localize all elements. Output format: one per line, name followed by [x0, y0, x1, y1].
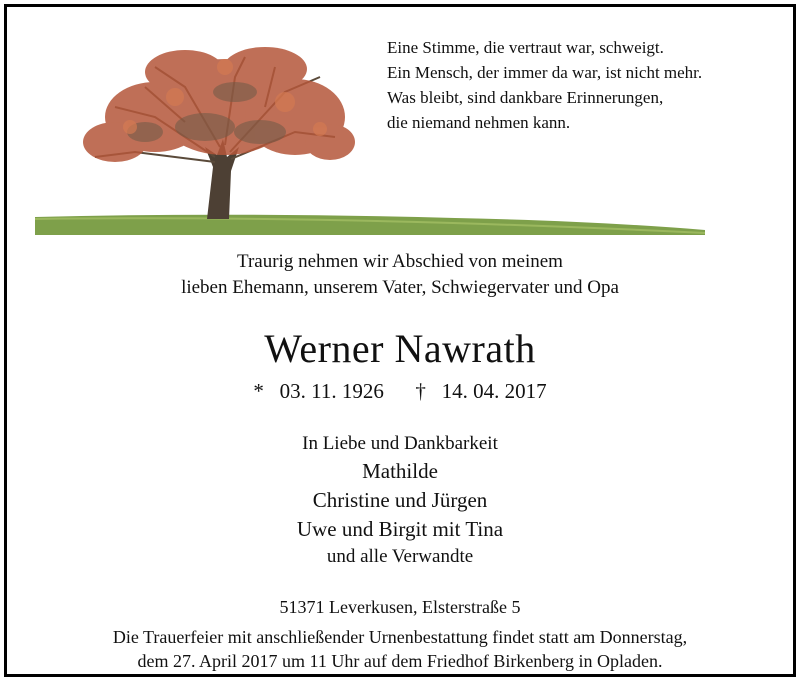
- poem-line: die niemand nehmen kann.: [387, 113, 571, 132]
- death-symbol: †: [415, 379, 426, 403]
- poem-line: Was bleibt, sind dankbare Erinnerungen,: [387, 88, 664, 107]
- family-signature: [7, 431, 793, 570]
- family-closing: und alle Verwandte: [326, 546, 474, 567]
- birth-symbol: *: [253, 379, 264, 403]
- poem-line: Ein Mensch, der immer da war, ist nicht mehr.: [387, 63, 703, 82]
- intro-text: [7, 249, 793, 301]
- intro-line: Traurig nehmen wir Abschied von meinem: [237, 251, 563, 272]
- obituary-notice: [4, 4, 796, 677]
- deceased-name: Werner Nawrath: [264, 326, 536, 371]
- family-member: Uwe und Birgit mit Tina: [296, 517, 504, 541]
- ceremony-line: dem 27. April 2017 um 11 Uhr auf dem Friedhof Birkenberg in Opladen.: [137, 651, 663, 671]
- family-member: Christine und Jürgen: [312, 488, 488, 512]
- poem: [387, 35, 702, 135]
- intro-line: lieben Ehemann, unserem Vater, Schwiegervater und Opa: [181, 277, 619, 298]
- family-member: Mathilde: [362, 459, 438, 483]
- birth-date: 03. 11. 1926: [279, 379, 384, 403]
- death-date: 14. 04. 2017: [441, 379, 547, 403]
- life-dates: [7, 377, 793, 405]
- poem-line: Eine Stimme, die vertraut war, schweigt.: [387, 38, 664, 57]
- family-intro: In Liebe und Dankbarkeit: [302, 433, 498, 454]
- address: 51371 Leverkusen, Elsterstraße 5: [279, 597, 521, 617]
- ceremony-line: Die Trauerfeier mit anschließender Urnenbestattung findet statt am Donnerstag,: [112, 627, 688, 647]
- ceremony-info: [7, 625, 793, 673]
